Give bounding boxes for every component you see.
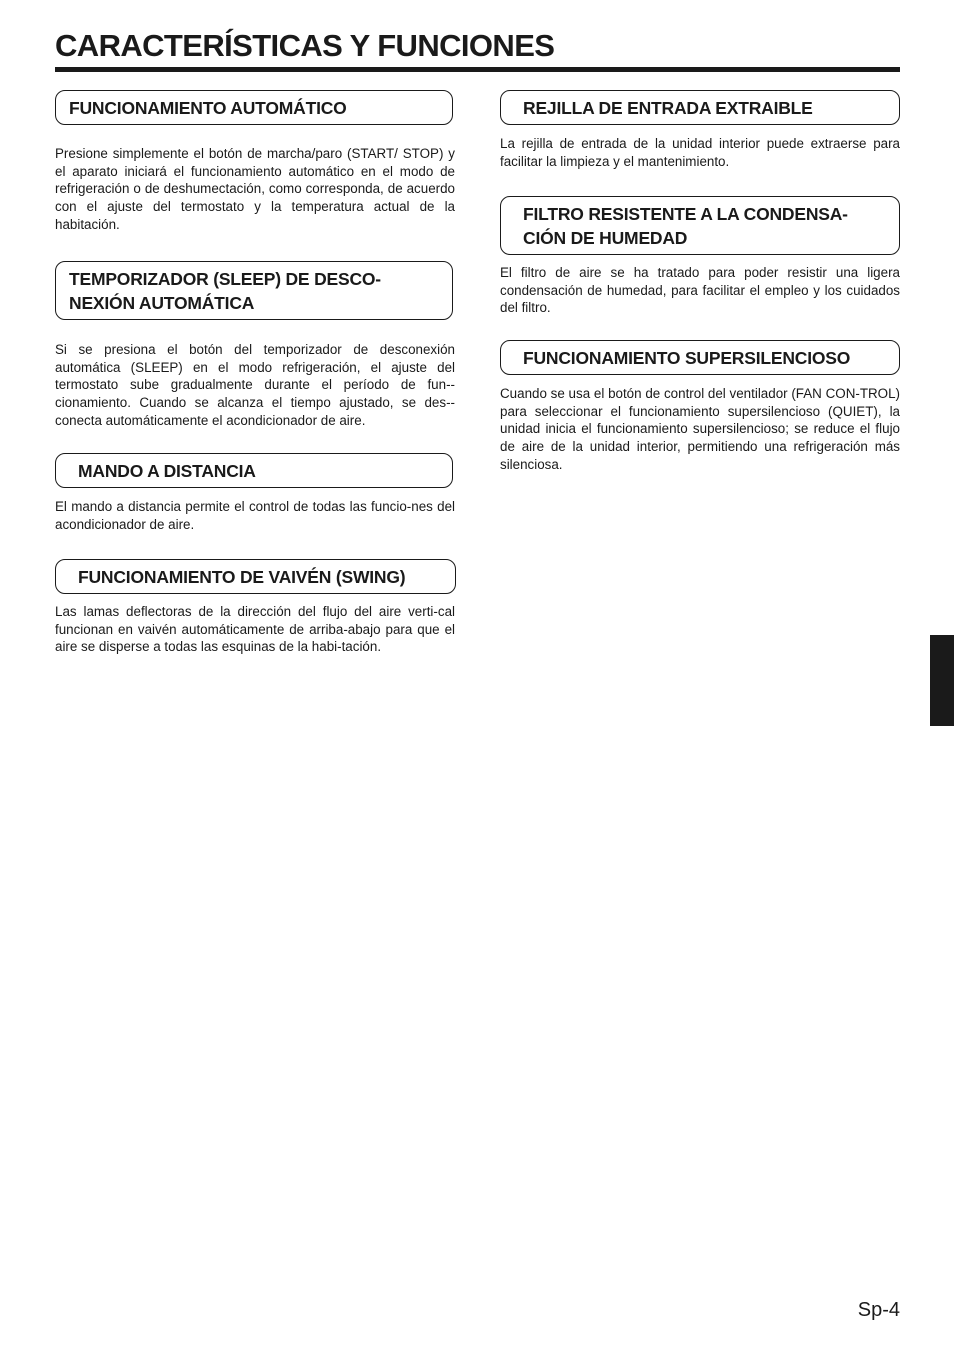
language-side-tab <box>930 635 954 726</box>
section-heading-mando-a-distancia: MANDO A DISTANCIA <box>55 453 453 488</box>
section-text-mando-a-distancia: El mando a distancia permite el control de todas las funcio-nes del acondicionador de aire. <box>55 499 455 532</box>
section-text-funcionamiento-automatico: Presione simplemente el botón de marcha/paro (START/ STOP) y el aparato iniciará el funcionamiento automático en el modo de refrigeración o de deshumectación, como corresponda, de acuerdo con el ajuste del termostato y la temperatura actual de la habitación. <box>55 146 455 232</box>
section-heading-temporizador-sleep: TEMPORIZADOR (SLEEP) DE DESCO- NEXIÓN AUTOMÁTICA <box>55 261 453 320</box>
section-heading-funcionamiento-vaiven: FUNCIONAMIENTO DE VAIVÉN (SWING) <box>55 559 456 594</box>
page-number: Sp-4 <box>857 1299 900 1321</box>
section-text-temporizador-sleep: Si se presiona el botón del temporizador de desconexión automática (SLEEP) en el modo refrigeración, el ajuste del termostato sube gradualmente durante el período de fun-cionamiento. Cuando se alcanza el tiempo ajustado, se des-conecta automáticamente el acondicionador de aire. <box>55 342 455 428</box>
section-text-filtro-condensacion: El filtro de aire se ha tratado para poder resistir una ligera condensación de humedad, para facilitar el empleo y los cuidados del filtro. <box>500 265 900 316</box>
section-heading-funcionamiento-supersilencioso: FUNCIONAMIENTO SUPERSILENCIOSO <box>500 340 900 375</box>
title-rule <box>55 67 900 72</box>
page-title: CARACTERÍSTICAS Y FUNCIONES <box>55 28 555 63</box>
section-text-rejilla-entrada: La rejilla de entrada de la unidad interior puede extraerse para facilitar la limpieza y el mantenimiento. <box>500 136 900 169</box>
section-text-funcionamiento-supersilencioso: Cuando se usa el botón de control del ventilador (FAN CON-TROL) para seleccionar el funcionamiento supersilencioso (QUIET), la unidad inicia el funcionamiento supersilencioso; se reduce el flujo de aire de la unidad interior, permitiendo una refrigeración más silenciosa. <box>500 386 900 472</box>
section-text-funcionamiento-vaiven: Las lamas deflectoras de la dirección del flujo del aire verti-cal funcionan en vaivén automáticamente de arriba-abajo para que el aire se disperse a todas las esquinas de la habi-tación. <box>55 604 455 655</box>
section-heading-funcionamiento-automatico: FUNCIONAMIENTO AUTOMÁTICO <box>55 90 453 125</box>
section-heading-filtro-condensacion: FILTRO RESISTENTE A LA CONDENSA- CIÓN DE HUMEDAD <box>500 196 900 255</box>
section-heading-rejilla-entrada: REJILLA DE ENTRADA EXTRAIBLE <box>500 90 900 125</box>
